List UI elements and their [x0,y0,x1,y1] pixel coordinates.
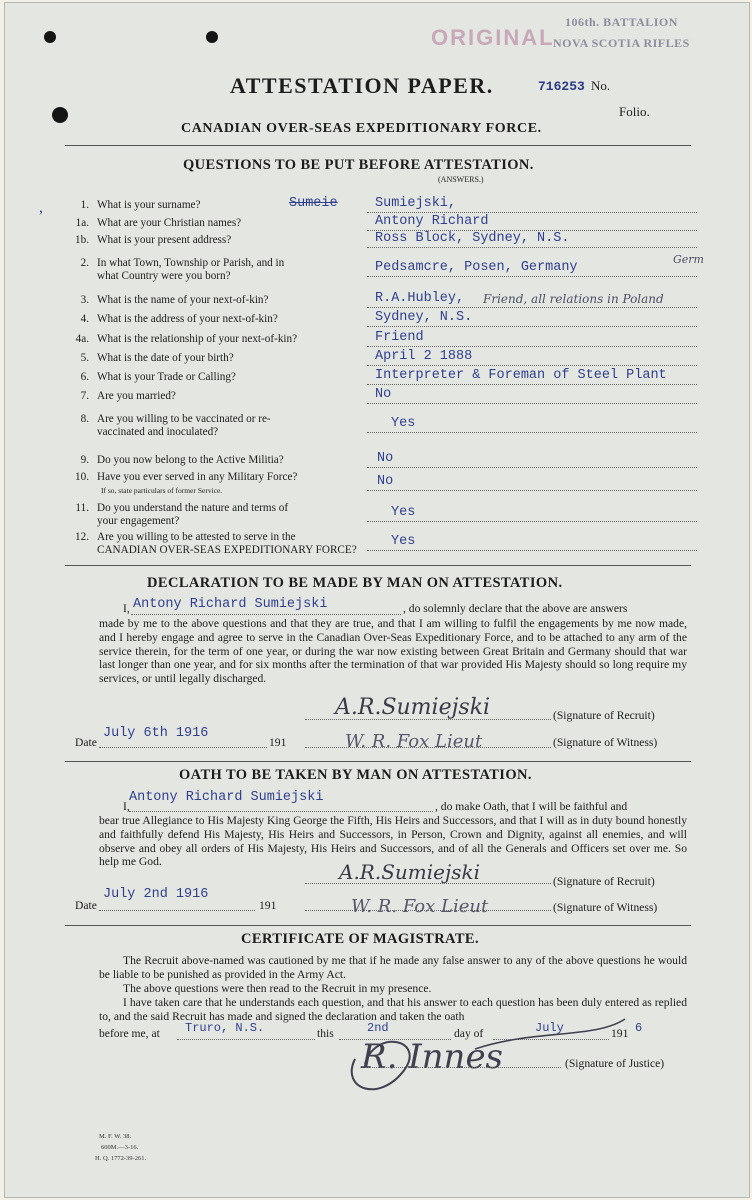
question-number: 3. [80,294,89,306]
question-label-continued: your engagement? [97,515,180,527]
certificate-rule [65,925,691,926]
declaration-witness-line [305,747,551,748]
question-answer: Sumiejski, [375,196,457,211]
page-title: ATTESTATION PAPER. [230,73,494,98]
question-number: 6. [80,371,89,383]
oath-recruit-signature: A.R.Sumiejski [339,860,480,884]
declaration-name: Antony Richard Sumiejski [133,597,328,612]
question-number: 2. [80,257,89,269]
question-answer: R.A.Hubley, [375,291,465,306]
declaration-text-line1: , do solemnly declare that the above are answers [403,602,628,615]
struck-out-answer: Sumeie [289,196,338,211]
footer-line1: M. F. W. 38. [99,1133,132,1140]
question-number: 1a. [75,217,89,229]
question-number: 1. [80,199,89,211]
form-number: 716253 [538,79,585,94]
question-label-continued: If so, state particulars of former Service. [101,486,223,495]
certificate-para-3: I have taken care that he understands each question, and that his answer to each question has been duly entered as replied to, and the said Recruit has made and signed the declaration and taken the oath [99,996,687,1023]
question-answer: Sydney, N.S. [375,310,473,325]
oath-heading: OATH TO BE TAKEN BY MAN ON ATTESTATION. [179,767,532,783]
question-label: What is your Trade or Calling? [97,371,236,383]
question-label: Do you understand the nature and terms of [97,502,289,514]
question-label: Are you willing to be attested to serve in the [97,531,296,543]
oath-recruit-label: (Signature of Recruit) [553,875,655,888]
handwritten-note: Germ [673,253,704,266]
footer-line2: 600M.—3-16. [101,1144,139,1151]
question-label-continued: vaccinated and inoculated? [97,426,219,438]
question-answer: Interpreter & Foreman of Steel Plant [375,368,667,383]
certificate-place-line [177,1039,315,1040]
question-number: 8. [80,413,89,425]
punch-hole-middle [206,31,218,43]
answer-line [367,432,697,433]
question-number: 5. [80,352,89,364]
day-of-label: day of [454,1027,484,1040]
question-label: Do you now belong to the Active Militia? [97,454,284,466]
question-number: 9. [80,454,89,466]
answer-line [367,212,697,213]
oath-i-label: I, [123,800,130,813]
question-answer: Antony Richard [375,214,489,229]
question-number: 12. [75,531,89,543]
question-number: 1b. [75,234,89,246]
question-label: What is the relationship of your next-of-kin? [97,333,298,345]
punch-hole-lower [52,107,68,123]
oath-witness-signature: W. R. Fox Lieut [351,896,489,917]
answer-line [367,247,697,248]
answer-line [367,384,697,385]
certificate-place: Truro, N.S. [185,1021,265,1035]
question-label: Are you willing to be vaccinated or re- [97,413,271,425]
declaration-name-line [131,614,401,615]
question-number: 4. [80,313,89,325]
answers-label: (ANSWERS.) [438,175,484,184]
question-answer: Yes [391,416,416,431]
footer-line3: H. Q. 1772-39-261. [95,1155,147,1162]
certificate-year-label: 191 [611,1027,629,1040]
question-label: In what Town, Township or Parish, and in [97,257,285,269]
before-me-label: before me, at [99,1027,160,1040]
answer-line [367,490,697,491]
question-label-continued: what Country were you born? [97,270,231,282]
question-answer: Ross Block, Sydney, N.S. [375,231,570,246]
battalion-stamp-line1: 106th. BATTALION [565,15,678,29]
oath-date: July 2nd 1916 [103,887,209,902]
attestation-paper [4,2,750,1198]
page-subtitle: CANADIAN OVER-SEAS EXPEDITIONARY FORCE. [181,121,542,136]
question-number: 11. [75,502,89,514]
justice-label: (Signature of Justice) [565,1057,665,1070]
justice-signature: R. Innes [361,1037,504,1077]
question-label: What are your Christian names? [97,217,242,229]
oath-text-line1: , do make Oath, that I will be faithful and [435,800,628,813]
oath-rule [65,761,691,762]
justice-signature-flourish [335,1009,635,1099]
oath-witness-line [305,910,551,911]
question-answer: No [377,474,394,489]
declaration-i-label: I, [123,602,130,615]
oath-name-line [129,811,433,812]
question-number: 7. [80,390,89,402]
question-answer: Pedsamcre, Posen, Germany [375,260,578,275]
oath-date-label: Date [75,899,97,912]
question-number: 4a. [75,333,89,345]
certificate-para-2: The above questions were then read to the Recruit in my presence. [123,982,432,995]
margin-mark: , [39,199,43,216]
certificate-heading: CERTIFICATE OF MAGISTRATE. [241,931,480,947]
punch-hole-left [44,31,56,43]
declaration-date-line [99,747,267,748]
question-answer: No [377,451,394,466]
question-number: 10. [75,471,89,483]
oath-body: bear true Allegiance to His Majesty King George the Fifth, His Heirs and Successors, and that I will as in duty bound honestly and faithfully defend His Majesty, His Heirs and Successors, in Person, Crown and Dignity, against all enemies, and will observe and obey all orders of His Majesty, His Heirs and Successors, and of all the Generals and Officers set over me. So help me God. [99,814,687,869]
declaration-recruit-label: (Signature of Recruit) [553,709,655,722]
original-stamp: ORIGINAL [431,25,555,50]
question-answer: Friend [375,330,424,345]
answer-line [367,467,697,468]
question-label: What is your present address? [97,234,232,246]
answer-line [367,307,697,308]
declaration-rule [65,565,691,566]
declaration-recruit-signature: A.R.Sumiejski [335,695,491,720]
declaration-recruit-line [305,719,551,720]
oath-year-label: 191 [259,899,277,912]
question-label: Are you married? [97,390,176,402]
question-answer: Yes [391,505,416,520]
questions-heading: QUESTIONS TO BE PUT BEFORE ATTESTATION. [183,157,534,173]
answer-line [367,276,697,277]
battalion-stamp-line2: NOVA SCOTIA RIFLES [553,36,690,50]
folio-label: Folio. [619,104,650,119]
question-label: What is the name of your next-of-kin? [97,294,269,306]
certificate-para-1: The Recruit above-named was cautioned by me that if he made any false answer to any of the above questions he would be liable to be punished as provided in the Army Act. [99,954,687,981]
question-label-continued: CANADIAN OVER-SEAS EXPEDITIONARY FORCE? [97,544,357,556]
answer-line [367,326,697,327]
question-answer: No [375,387,392,402]
header-rule [65,145,691,146]
certificate-day: 2nd [367,1021,389,1035]
question-label: What is the address of your next-of-kin? [97,313,278,325]
oath-witness-label: (Signature of Witness) [553,901,658,914]
declaration-body: made by me to the above questions and that they are true, and that I am willing to fulfil the engagements by me now made, and I hereby engage and agree to serve in the Canadian Over-Seas Expeditionary Force, and to be attached to any arm of the service therein, for the term of one year, or during the war now existing between Great Britain and Germany should that war last longer than one year, and for six months after the termination of that war provided His Majesty should so long require my services, or until legally discharged. [99,617,687,686]
handwritten-note: Friend, all relations in Poland [483,292,664,306]
answer-line [367,346,697,347]
answer-line [367,521,697,522]
declaration-witness-label: (Signature of Witness) [553,736,658,749]
question-label: What is the date of your birth? [97,352,234,364]
answer-line [367,365,697,366]
answer-line [367,550,697,551]
declaration-date: July 6th 1916 [103,726,209,741]
declaration-year-label: 191 [269,736,287,749]
question-answer: Yes [391,534,416,549]
this-label: this [317,1027,334,1040]
oath-name: Antony Richard Sumiejski [129,790,324,805]
declaration-witness-signature: W. R. Fox Lieut [345,731,483,752]
question-answer: April 2 1888 [375,349,473,364]
number-label: No. [591,78,611,93]
certificate-year-digit: 6 [635,1021,643,1035]
question-label: What is your surname? [97,199,201,211]
question-label: Have you ever served in any Military Force? [97,471,298,483]
oath-recruit-line [305,883,551,884]
declaration-date-label: Date [75,736,97,749]
answer-line [367,403,697,404]
certificate-month: July [535,1021,564,1035]
declaration-heading: DECLARATION TO BE MADE BY MAN ON ATTESTATION. [147,575,563,591]
oath-date-line [99,910,255,911]
